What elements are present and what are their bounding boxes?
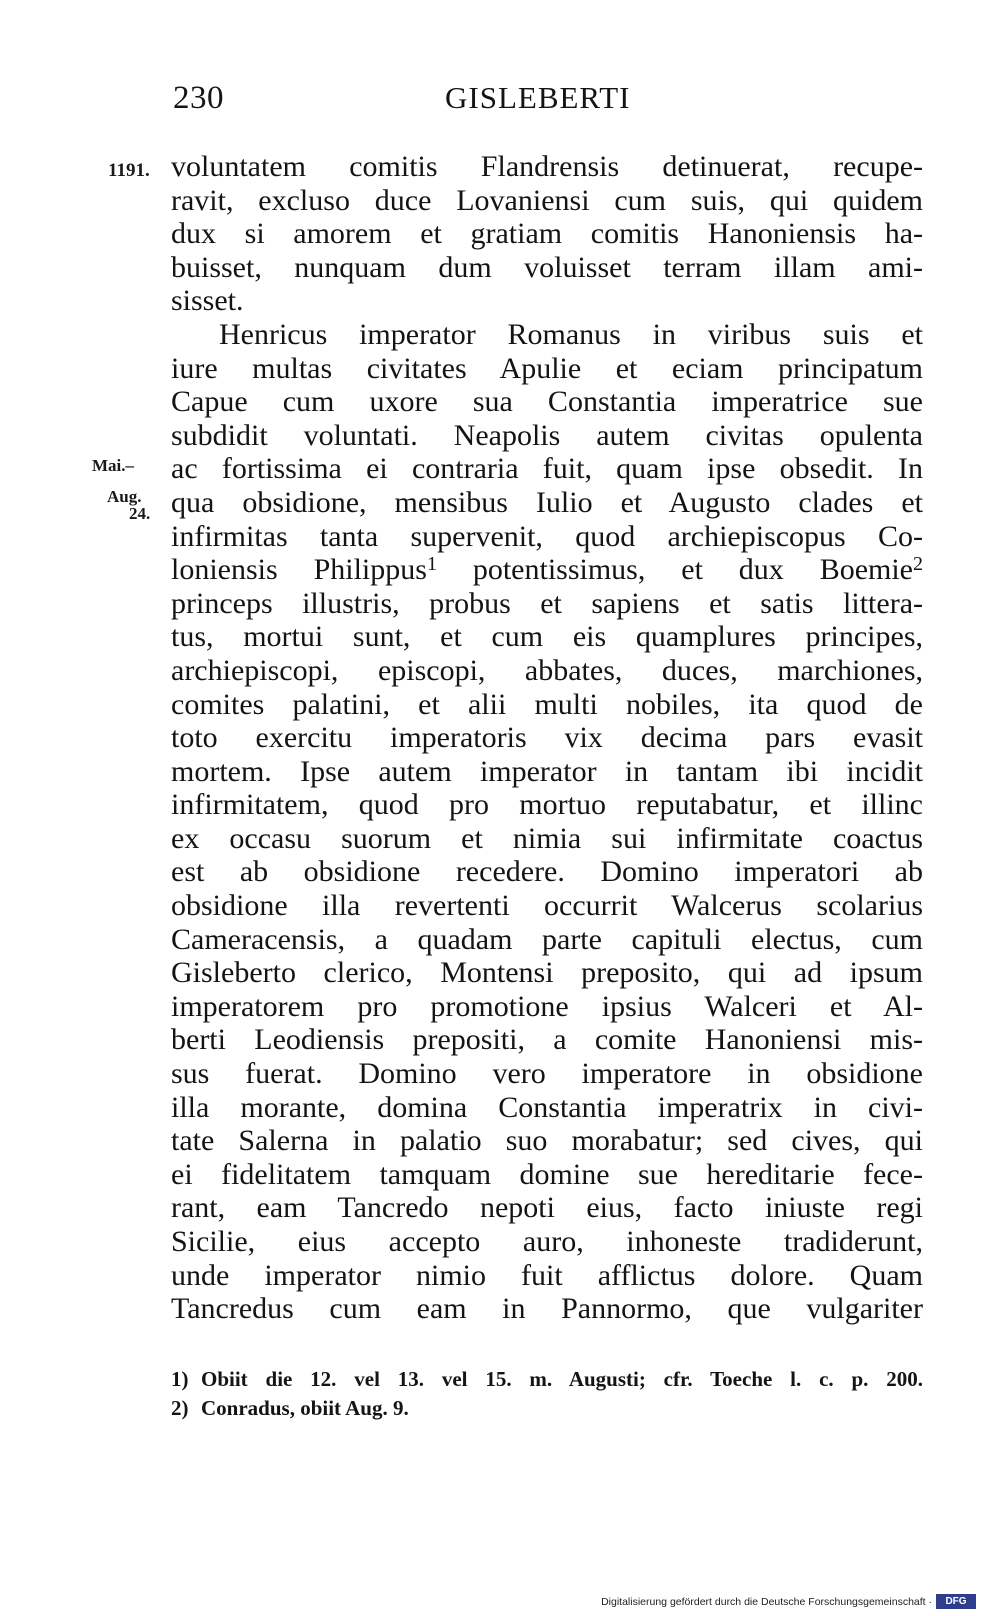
text-line: Gisleberto clerico, Montensi preposito, qui ad ipsum [171,956,923,990]
footnote-number: 1) [171,1367,189,1391]
margin-date-start: Mai.– [92,456,135,475]
footnote-2 [171,1394,923,1423]
text-line: buisset, nunquam dum voluisset terram illam ami- [171,250,923,284]
text-line: iure multas civitates Apulie et eciam principatum [171,351,923,385]
page-number: 230 [173,80,224,116]
text-line: Capue cum uxore sua Constantia imperatrice sue [171,385,923,419]
text-line: illa morante, domina Constantia imperatrix in civi- [171,1090,923,1124]
footnotes [171,1365,923,1423]
text-line: ex occasu suorum et nimia sui infirmitate coactus [171,821,923,855]
margin-date-end-day: 24. [129,504,151,523]
main-text [171,150,923,1326]
text-line: subdidit voluntati. Neapolis autem civitas opulenta [171,418,923,452]
footnote-mark-1: 1 [426,553,437,576]
text-line: est ab obsidione recedere. Domino imperatori ab [171,855,923,889]
footnote-text: Obiit die 12. vel 13. vel 15. m. Augusti; cfr. Toeche l. c. p. 200. [201,1367,923,1391]
text-line: tate Salerna in palatio suo morabatur; sed cives, qui [171,1124,923,1158]
text-line: Sicilie, eius accepto auro, inhoneste tradiderunt, [171,1225,923,1258]
text-line: Cameracensis, a quadam parte capituli electus, cum [171,922,923,956]
margin-year: 1191. [108,160,150,181]
footnote-number: 2) [171,1396,189,1420]
text-line: tus, mortui sunt, et cum eis quamplures principes, [171,620,923,654]
text-line: Henricus imperator Romanus in viribus suis et [219,317,923,351]
text-line: sus fuerat. Domino vero imperatore in obsidione [171,1057,923,1091]
text-line: mortem. Ipse autem imperator in tantam ibi incidit [171,754,923,788]
footnote-1 [171,1365,923,1394]
text-line: ac fortissima ei contraria fuit, quam ipse obsedit. In [171,452,923,486]
text-line: ei fidelitatem tamquam domine sue hereditarie fece- [171,1157,923,1191]
running-title: GISLEBERTI [445,80,631,115]
text-line: berti Leodiensis prepositi, a comite Hanoniensi mis- [171,1023,923,1057]
text-line: comites palatini, et alii multi nobiles, ita quod de [171,687,923,721]
page-header [0,80,1000,126]
text-line: obsidione illa revertenti occurrit Walcerus scolarius [171,889,923,923]
text-line: toto exercitu imperatoris vix decima pars evasit [171,721,923,755]
dfg-logo: DFG [936,1594,976,1609]
text-segment: loniensis Philippus [171,553,427,587]
text-line: infirmitatem, quod pro mortuo reputabatur, et illinc [171,788,923,822]
text-line: voluntatem comitis Flandrensis detinuerat, recupe- [171,150,923,183]
text-line: Tancredus cum eam in Pannormo, que vulgariter [171,1292,923,1326]
text-line: unde imperator nimio fuit afflictus dolore. Quam [171,1258,923,1292]
text-line: princeps illustris, probus et sapiens et satis littera- [171,586,923,620]
text-line: qua obsidione, mensibus Iulio et Augusto clades et [171,485,923,519]
text-line: sisset. [171,284,244,318]
text-line: archiepiscopi, episcopi, abbates, duces, marchiones, [171,653,923,687]
text-line: infirmitas tanta supervenit, quod archiepiscopus Co- [171,519,923,553]
text-line: ravit, excluso duce Lovaniensi cum suis, qui quidem [171,183,923,217]
text-segment: potentissimus, et dux Boemie [472,553,914,587]
text-line: dux si amorem et gratiam comitis Hanoniensis ha- [171,217,923,251]
text-line: imperatorem pro promotione ipsius Walceri et Al- [171,989,923,1023]
digitization-credit: Digitalisierung gefördert durch die Deutsche Forschungsgemeinschaft · [601,1596,932,1608]
footnote-text: Conradus, obiit Aug. 9. [201,1396,409,1420]
margin-date-end-month: Aug. [107,487,142,506]
text-line-with-footnote-marks [171,553,923,587]
text-line: rant, eam Tancredo nepoti eius, facto iniuste regi [171,1191,923,1225]
footnote-mark-2: 2 [913,553,924,576]
